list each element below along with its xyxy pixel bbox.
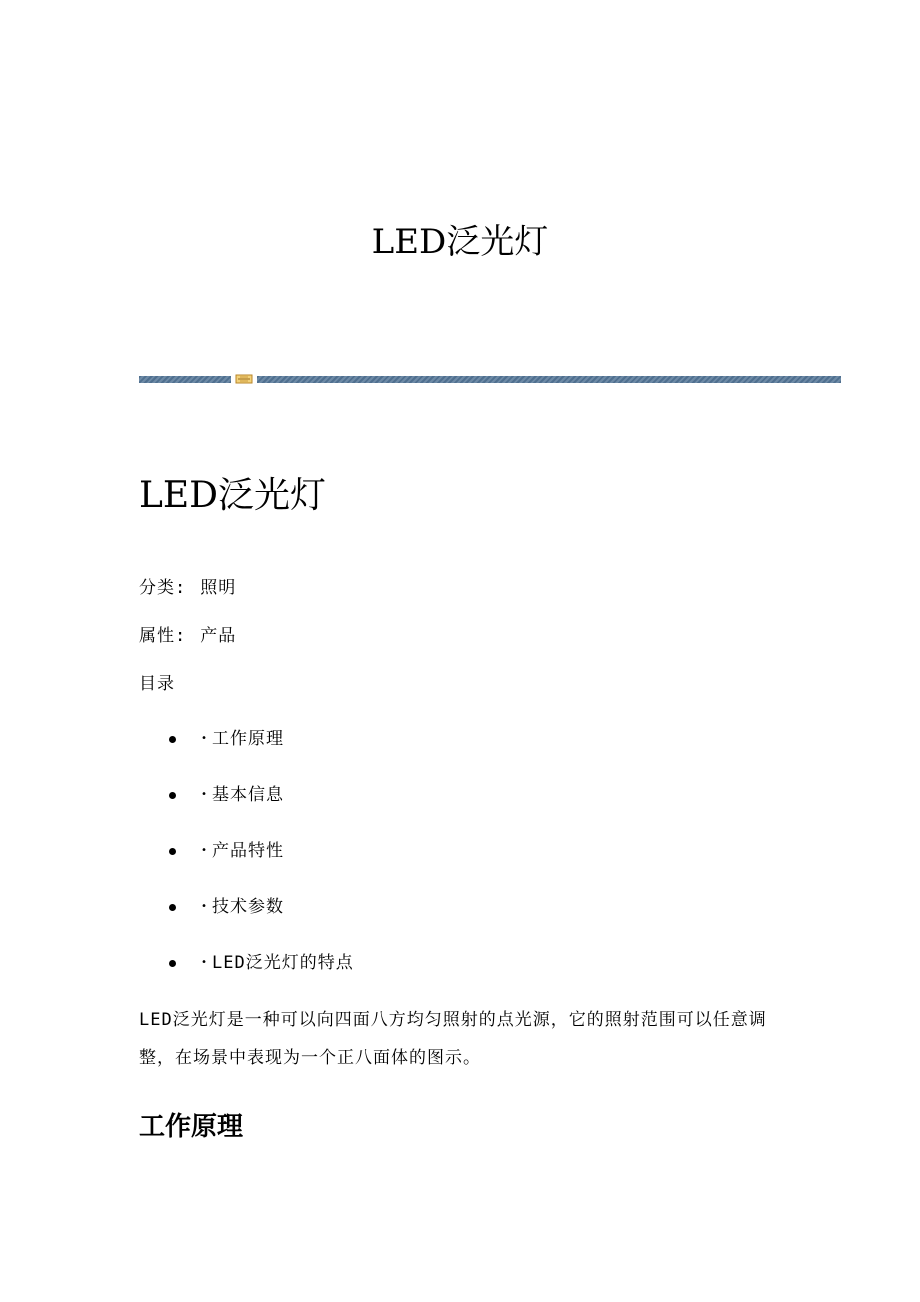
toc-item-label: LED泛光灯的特点 — [212, 953, 354, 973]
dot-icon: • — [201, 901, 209, 912]
toc-item-label: 技术参数 — [212, 897, 285, 917]
dot-icon: • — [201, 957, 209, 968]
toc-link[interactable] — [201, 724, 284, 754]
section-divider — [139, 374, 841, 384]
cover-title: LED泛光灯 — [371, 222, 549, 262]
attribute-label: 属性: — [139, 626, 187, 646]
dot-icon: • — [201, 845, 209, 856]
toc-link[interactable] — [201, 780, 284, 810]
toc-item-label: 基本信息 — [212, 785, 285, 805]
category-label: 分类: — [139, 578, 187, 598]
toc-link[interactable] — [201, 892, 284, 922]
toc-link[interactable] — [201, 836, 284, 866]
section-heading-working-principle: 工作原理 — [139, 1112, 244, 1142]
toc-item-label: 工作原理 — [212, 729, 285, 749]
intro-paragraph: LED泛光灯是一种可以向四面八方均匀照射的点光源，它的照射范围可以任意调整，在场景中表现为一个正八面体的图示。 — [139, 1010, 767, 1068]
toc-heading: 目录 — [139, 674, 175, 694]
bullet-icon — [169, 736, 176, 743]
toc-link[interactable] — [201, 948, 354, 978]
category-line — [139, 576, 236, 600]
attribute-line — [139, 624, 236, 648]
divider-bar-right — [257, 376, 841, 383]
bullet-icon — [169, 848, 176, 855]
divider-bar-left — [139, 376, 231, 383]
toc-item-label: 产品特性 — [212, 841, 285, 861]
divider-ornament-icon — [235, 374, 253, 384]
category-value: 照明 — [200, 578, 237, 598]
document-title: LED泛光灯 — [139, 475, 327, 516]
dot-icon: • — [201, 789, 209, 800]
bullet-icon — [169, 792, 176, 799]
dot-icon: • — [201, 733, 209, 744]
bullet-icon — [169, 960, 176, 967]
bullet-icon — [169, 904, 176, 911]
attribute-value: 产品 — [200, 626, 237, 646]
